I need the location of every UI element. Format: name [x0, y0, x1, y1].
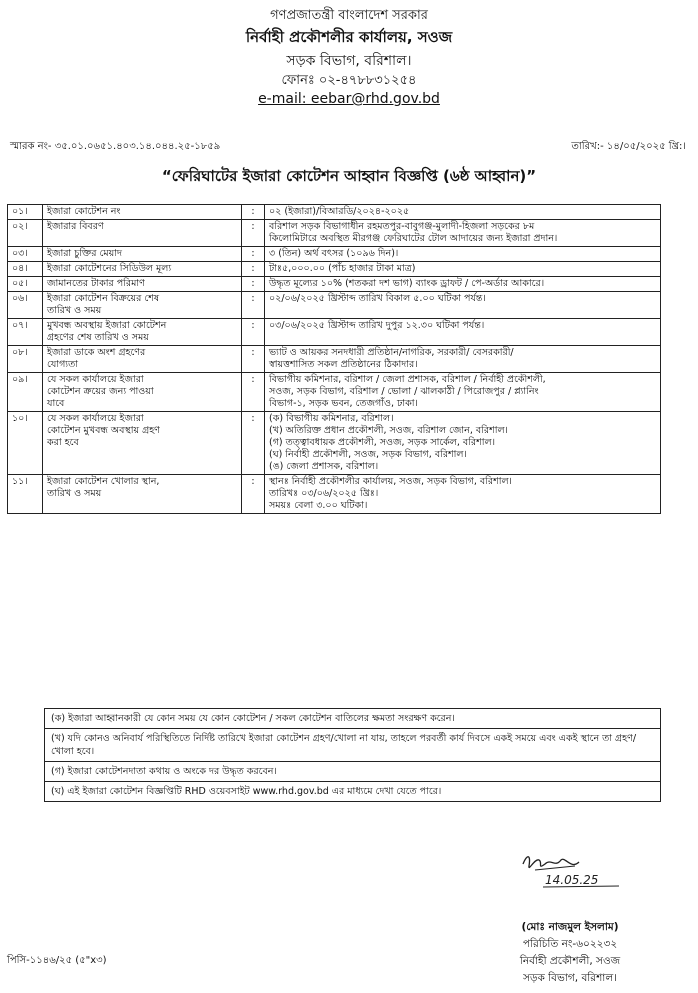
row-value-line: (ক) বিভাগীয় কমিশনার, বরিশাল। — [269, 413, 394, 424]
division-name: সড়ক বিভাগ, বরিশাল। — [286, 53, 412, 69]
row-value — [265, 475, 661, 514]
row-label — [43, 319, 242, 346]
row-value-line: টাঃ৫,০০০.০০ (পাঁচ হাজার টাকা মাত্র) — [269, 263, 416, 274]
row-label-line: যে সকল কার্যালয়ে ইজারা — [47, 374, 144, 385]
row-label-line: ইজারা ডাকে অংশ গ্রহণের — [47, 347, 146, 358]
row-value-line: বিভাগীয় কমিশনার, বরিশাল / জেলা প্রশাসক, বরিশাল / নির্বাহী প্রকৌশলী, — [269, 374, 546, 385]
row-label-line: করা হবে — [47, 437, 79, 448]
table-row — [8, 412, 661, 475]
note-row — [45, 762, 661, 782]
row-value-line: (ঙ) জেলা প্রশাসক, বরিশাল। — [269, 461, 379, 472]
row-label-line: ইজারার বিবরণ — [47, 221, 104, 232]
row-colon: : — [242, 247, 265, 262]
row-colon: : — [242, 475, 265, 514]
row-label-line: যোগ্যতা — [47, 359, 78, 370]
note-row — [45, 729, 661, 762]
row-value — [265, 412, 661, 475]
note-text: (গ) ইজারা কোটেশনদাতা কথায় ও অংকে দর উদ্ধৃত করবেন। — [45, 762, 661, 782]
table-row — [8, 277, 661, 292]
row-label — [43, 220, 242, 247]
phone-number: ফোনঃ ০২-৪৭৮৮৩১২৫৪ — [281, 73, 417, 88]
row-number: ০২। — [8, 220, 43, 247]
row-label-line: ইজারা চুক্তির মেয়াদ — [47, 248, 122, 259]
row-label — [43, 277, 242, 292]
notes-table — [44, 708, 661, 802]
row-colon: : — [242, 412, 265, 475]
row-number: ০৩। — [8, 247, 43, 262]
table-row — [8, 346, 661, 373]
signatory-designation: নির্বাহী প্রকৌশলী, সওজ — [519, 955, 621, 967]
row-colon: : — [242, 292, 265, 319]
memo-number: স্মারক নং- ৩৫.০১.০৬৫১.৪০৩.১৪.০৪৪.২৫-১৮৫৯ — [10, 141, 221, 152]
row-value-line: কিলোমিটারে অবস্থিত মীরগঞ্জ ফেরিঘাটের টোল আদায়ের জন্য ইজারা প্রদান। — [269, 233, 558, 244]
row-label-line: কোটেশন মুখবন্ধ অবস্থায় গ্রহণ — [47, 425, 160, 436]
row-value-line: ০২/০৬/২০২৫ খ্রিস্টাব্দ তারিখ বিকাল ৫.০০ ঘটিকা পর্যন্ত। — [269, 293, 486, 304]
row-label-line: কোটেশন ক্রয়ের জন্য পাওয়া — [47, 386, 154, 397]
row-value-line: (গ) তত্ত্বাবধায়ক প্রকৌশলী, সওজ, সড়ক সার্কেল, বরিশাল। — [269, 437, 496, 448]
row-colon: : — [242, 262, 265, 277]
note-text: (খ) যদি কোনও অনিবার্য পরিস্থিতিতে নির্দিষ্ট তারিখে ইজারা কোটেশন গ্রহণ/খোলা না যায়, তাহলে পরবর্তী কার্য দিবসে একই সময়ে এবং একই স্থানে তা গ্রহণ/খোলা হবে। — [45, 729, 661, 762]
row-value-line: ভ্যাট ও আয়কর সনদধারী প্রতিষ্ঠান/নাগরিক, সরকারী/ বেসরকারী/ — [269, 347, 514, 358]
row-label — [43, 292, 242, 319]
row-colon: : — [242, 220, 265, 247]
row-number: ০৬। — [8, 292, 43, 319]
row-value — [265, 205, 661, 220]
row-label — [43, 247, 242, 262]
row-value-line: সওজ, সড়ক বিভাগ, বরিশাল / ভোলা / ঝালকাঠী / পিরোজপুর / প্ল্যানিং — [269, 386, 539, 397]
row-number: ০৫। — [8, 277, 43, 292]
row-value — [265, 346, 661, 373]
row-label-line: ইজারা কোটেশন নং — [47, 206, 121, 217]
row-colon: : — [242, 277, 265, 292]
row-value-line: ০২ (ইজারা)/বিআরডি/২০২৪-২০২৫ — [269, 206, 410, 217]
office-name: নির্বাহী প্রকৌশলীর কার্যালয়, সওজ — [245, 28, 453, 46]
row-label-line: তারিখ ও সময় — [47, 305, 102, 316]
row-colon: : — [242, 319, 265, 346]
row-label-line: ইজারা কোটেশনের সিডিউল মূল্য — [47, 263, 172, 274]
row-label-line: গ্রহণের শেষ তারিখ ও সময় — [47, 332, 149, 343]
row-number: ১১। — [8, 475, 43, 514]
row-colon: : — [242, 346, 265, 373]
footer-code: পিসি-১১৪৬/২৫ (৫"x৩) — [7, 955, 107, 966]
table-row — [8, 205, 661, 220]
row-label — [43, 373, 242, 412]
row-value-line: সময়ঃ বেলা ৩.০০ ঘটিকা। — [269, 500, 368, 511]
row-label — [43, 412, 242, 475]
table-row — [8, 262, 661, 277]
row-value — [265, 292, 661, 319]
table-row — [8, 475, 661, 514]
row-label-line: তারিখ ও সময় — [47, 488, 102, 499]
row-number: ১০। — [8, 412, 43, 475]
row-value — [265, 373, 661, 412]
note-row — [45, 709, 661, 729]
row-value — [265, 277, 661, 292]
table-row — [8, 319, 661, 346]
row-number: ০১। — [8, 205, 43, 220]
table-row — [8, 247, 661, 262]
row-value — [265, 319, 661, 346]
row-value — [265, 220, 661, 247]
row-value-line: (খ) অতিরিক্ত প্রধান প্রকৌশলী, সওজ, বরিশাল জোন, বরিশাল। — [269, 425, 508, 436]
table-row — [8, 373, 661, 412]
row-label — [43, 475, 242, 514]
row-value-line: (ঘ) নির্বাহী প্রকৌশলী, সওজ, সড়ক বিভাগ, বরিশাল। — [269, 449, 467, 460]
signatory-id: পরিচিতি নং-৬০২২৩২ — [522, 938, 618, 950]
row-label-line: মুখবন্ধ অবস্থায় ইজারা কোটেশন — [47, 320, 167, 331]
row-value-line: উদ্ধৃত মূল্যের ১০% (শতকরা দশ ভাগ) ব্যাংক ড্রাফট / পে-অর্ডার আকারে। — [269, 278, 545, 289]
row-value — [265, 247, 661, 262]
table-row — [8, 220, 661, 247]
row-value-line: বিভাগ-১, সড়ক ভবন, তেজগাঁও, ঢাকা। — [269, 398, 418, 409]
email-address: e-mail: eebar@rhd.gov.bd — [258, 91, 440, 107]
row-value-line: স্থানঃ নির্বাহী প্রকৌশলীর কার্যালয়, সওজ, সড়ক বিভাগ, বরিশাল। — [269, 476, 512, 487]
row-colon: : — [242, 205, 265, 220]
row-label — [43, 205, 242, 220]
notice-title: “ফেরিঘাটের ইজারা কোটেশন আহ্বান বিজ্ঞপ্তি (৬ষ্ঠ আহ্বান)” — [161, 167, 537, 185]
row-value-line: বরিশাল সড়ক বিভাগাধীন রহমতপুর-বাবুগঞ্জ-মুলাদী-হিজলা সড়কের ৮ম — [269, 221, 535, 232]
note-text: (ঘ) এই ইজারা কোটেশন বিজ্ঞপ্তিটি RHD ওয়েবসাইট www.rhd.gov.bd এর মাধ্যমে দেখা যেতে পারে। — [45, 782, 661, 802]
row-value-line: স্বায়ত্তশাসিত সকল প্রতিষ্ঠানের ঠিকাদার। — [269, 359, 418, 370]
note-row — [45, 782, 661, 802]
row-label-line: ইজারা কোটেশন খোলার স্থান, — [47, 476, 160, 487]
notice-date: তারিখ:- ১৪/০৫/২০২৫ খ্রি:। — [571, 141, 686, 152]
row-label-line: যাবে — [47, 398, 65, 409]
row-value-line: ০৩/০৬/২০২৫ খ্রিস্টাব্দ তারিখ দুপুর ১২.৩০ ঘটিকা পর্যন্ত। — [269, 320, 485, 331]
row-number: ০৪। — [8, 262, 43, 277]
row-value-line: তারিখঃ ০৩/০৬/২০২৫ খ্রিঃ। — [269, 488, 379, 499]
row-label-line: জামানতের টাকার পরিমাণ — [47, 278, 145, 289]
row-value — [265, 262, 661, 277]
row-label — [43, 262, 242, 277]
note-text: (ক) ইজারা আহ্বানকারী যে কোন সময় যে কোন কোটেশন / সকল কোটেশন বাতিলের ক্ষমতা সংরক্ষণ করেন। — [45, 709, 661, 729]
row-label-line: যে সকল কার্যালয়ে ইজারা — [47, 413, 144, 424]
row-number: ০৮। — [8, 346, 43, 373]
svg-text:14.05.25: 14.05.25 — [545, 873, 599, 887]
row-colon: : — [242, 373, 265, 412]
row-number: ০৯। — [8, 373, 43, 412]
row-value-line: ৩ (তিন) অর্থ বৎসর (১০৯৬ দিন)। — [269, 248, 399, 259]
signature-image — [515, 850, 655, 890]
details-table — [7, 204, 661, 514]
row-label — [43, 346, 242, 373]
row-number: ০৭। — [8, 319, 43, 346]
signatory-name: (মোঃ নাজমুল ইসলাম) — [521, 921, 619, 933]
table-row — [8, 292, 661, 319]
signatory-office: সড়ক বিভাগ, বরিশাল। — [523, 972, 617, 984]
row-label-line: ইজারা কোটেশন বিক্রয়ের শেষ — [47, 293, 160, 304]
govt-name: গণপ্রজাতন্ত্রী বাংলাদেশ সরকার — [270, 8, 428, 23]
